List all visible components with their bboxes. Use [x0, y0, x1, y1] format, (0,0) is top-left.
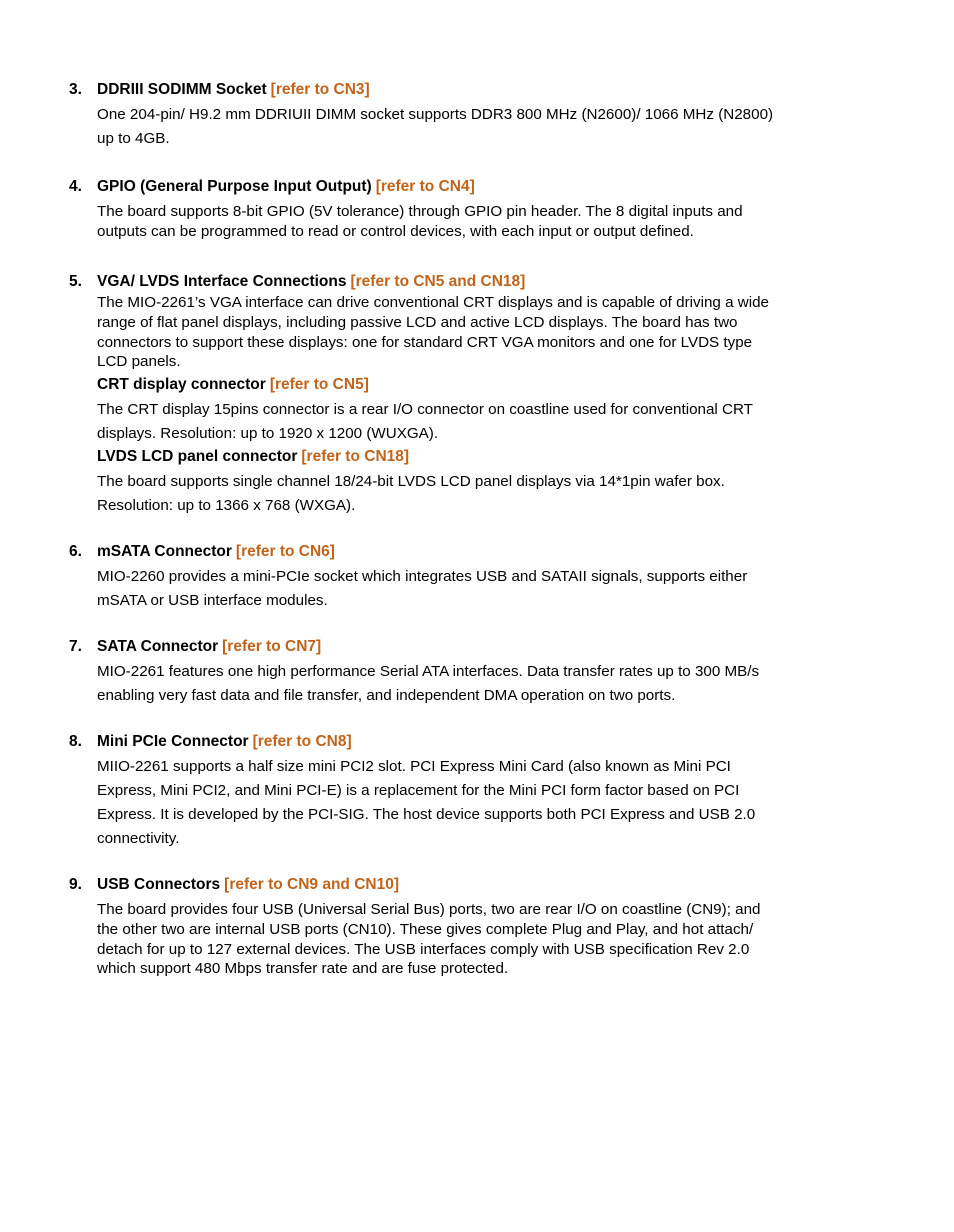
section-reference: [refer to CN8]	[252, 733, 352, 750]
section-number: 8.	[69, 733, 82, 750]
body-line: The CRT display 15pins connector is a rear I/O connector on coastline used for conventional CRT	[97, 401, 753, 418]
section-title: DDRIII SODIMM Socket	[97, 81, 267, 98]
crt-connector-heading	[97, 376, 369, 394]
body-line: The MIO-2261’s VGA interface can drive conventional CRT displays and is capable of driving a wide	[97, 294, 769, 311]
body-line: connectivity.	[97, 830, 180, 847]
section-number: 5.	[69, 273, 82, 290]
section-title: USB Connectors	[97, 876, 221, 893]
section-title: mSATA Connector	[97, 543, 232, 560]
body-line: displays. Resolution: up to 1920 x 1200 (WUXGA).	[97, 425, 439, 442]
section-number: 7.	[69, 638, 82, 655]
body-line: up to 4GB.	[97, 130, 170, 147]
section-4-heading	[69, 178, 475, 196]
section-5-heading	[69, 273, 525, 291]
section-3-heading	[69, 81, 370, 99]
body-line: MIO-2260 provides a mini-PCIe socket which integrates USB and SATAII signals, supports either	[97, 568, 748, 585]
body-line: Resolution: up to 1366 x 768 (WXGA).	[97, 497, 356, 514]
subsection-reference: [refer to CN5]	[269, 376, 369, 393]
body-line: connectors to support these displays: one for standard CRT VGA monitors and one for LVDS type	[97, 333, 753, 351]
section-6-heading	[69, 543, 335, 561]
section-8-body	[97, 755, 857, 851]
section-reference: [refer to CN6]	[235, 543, 335, 560]
section-title: VGA/ LVDS Interface Connections	[97, 273, 347, 290]
body-line: mSATA or USB interface modules.	[97, 592, 328, 609]
body-line: which support 480 Mbps transfer rate and are fuse protected.	[97, 960, 509, 978]
body-line: The board supports 8-bit GPIO (5V tolerance) through GPIO pin header. The 8 digital inputs and	[97, 203, 743, 220]
subsection-title: LVDS LCD panel connector	[97, 448, 298, 465]
subsection-title: CRT display connector	[97, 376, 266, 393]
lvds-connector-heading	[97, 448, 409, 466]
section-8-heading	[69, 733, 352, 751]
section-reference: [refer to CN3]	[270, 81, 370, 98]
body-line: The board provides four USB (Universal Serial Bus) ports, two are rear I/O on coastline (CN9); and	[97, 901, 761, 918]
body-line: Express. It is developed by the PCI-SIG. The host device supports both PCI Express and USB 2.0	[97, 806, 756, 823]
crt-connector-body	[97, 398, 857, 446]
section-reference: [refer to CN5 and CN18]	[350, 273, 526, 290]
body-line: MIIO-2261 supports a half size mini PCI2 slot. PCI Express Mini Card (also known as Mini PCI	[97, 758, 731, 775]
section-9-body	[97, 900, 857, 979]
body-line: LCD panels.	[97, 353, 181, 371]
body-line: Express, Mini PCI2, and Mini PCI-E) is a replacement for the Mini PCI form factor based on PCI	[97, 782, 740, 799]
subsection-reference: [refer to CN18]	[301, 448, 410, 465]
section-number: 6.	[69, 543, 82, 560]
body-line: enabling very fast data and file transfer, and independent DMA operation on two ports.	[97, 687, 676, 704]
body-line: the other two are internal USB ports (CN10). These gives complete Plug and Play, and hot attach/	[97, 920, 754, 938]
section-title: GPIO (General Purpose Input Output)	[97, 178, 372, 195]
body-line: One 204-pin/ H9.2 mm DDRIUII DIMM socket supports DDR3 800 MHz (N2600)/ 1066 MHz (N2800)	[97, 106, 774, 123]
section-number: 3.	[69, 81, 82, 98]
section-4-body	[97, 202, 857, 242]
section-reference: [refer to CN4]	[375, 178, 475, 195]
body-line: range of flat panel displays, including passive LCD and active LCD displays. The board has two	[97, 313, 738, 331]
section-title: Mini PCIe Connector	[97, 733, 249, 750]
lvds-connector-body	[97, 470, 857, 518]
section-reference: [refer to CN9 and CN10]	[224, 876, 399, 893]
body-line: MIO-2261 features one high performance Serial ATA interfaces. Data transfer rates up to 300 MB/s	[97, 663, 760, 680]
section-title: SATA Connector	[97, 638, 219, 655]
section-reference: [refer to CN7]	[222, 638, 322, 655]
body-line: outputs can be programmed to read or control devices, with each input or output defined.	[97, 222, 694, 240]
section-number: 4.	[69, 178, 82, 195]
section-5-body	[97, 293, 857, 372]
section-7-body	[97, 660, 857, 708]
body-line: The board supports single channel 18/24-bit LVDS LCD panel displays via 14*1pin wafer box.	[97, 473, 725, 490]
section-6-body	[97, 565, 857, 613]
section-7-heading	[69, 638, 321, 656]
section-number: 9.	[69, 876, 82, 893]
section-3-body	[97, 103, 857, 151]
body-line: detach for up to 127 external devices. The USB interfaces comply with USB specification Rev 2.0	[97, 940, 750, 958]
section-9-heading	[69, 876, 399, 894]
